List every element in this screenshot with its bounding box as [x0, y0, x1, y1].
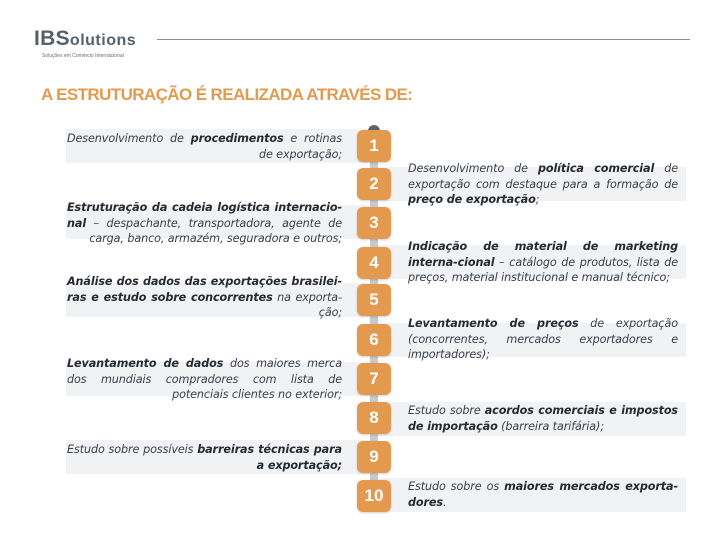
- header-divider: [157, 39, 690, 40]
- company-logo: [34, 28, 136, 59]
- logo-tagline: Soluções em Comércio Internacional: [42, 53, 124, 59]
- step-text-2: Desenvolvimento de política comercial de exportação com destaque para a formação de preço de exportação;: [408, 162, 678, 206]
- step-badge-4: 4: [357, 247, 391, 279]
- step-text-4: Indicação de material de marketing interna-cional – catálogo de produtos, lista de preços, material institucional e manual técnico;: [408, 240, 678, 284]
- step-text-5: Análise dos dados das exportações brasilei-ras e estudo sobre concorrentes na exporta-ção;: [67, 275, 342, 319]
- step-badge-2: 2: [357, 168, 391, 200]
- step-text-7: Levantamento de dados dos maiores merca dos mundiais compradores com lista de potenciais clientes no exterior;: [67, 357, 342, 401]
- step-text-8: Estudo sobre acordos comerciais e impostos de importação (barreira tarifária);: [408, 404, 678, 433]
- step-badge-1: 1: [357, 130, 391, 162]
- step-badge-8: 8: [357, 402, 391, 434]
- step-badge-7: 7: [357, 363, 391, 395]
- step-text-3: Estruturação da cadeia logística internacio-nal – despachante, transportadora, agente de carga, banco, armazém, seguradora e outros;: [67, 201, 342, 245]
- step-badge-9: 9: [357, 441, 391, 473]
- logo-wordmark: IBSolutions: [34, 27, 137, 50]
- step-text-6: Levantamento de preços de exportação (concorrentes, mercados exportadores e importadores);: [408, 317, 678, 361]
- step-badge-10: 10: [357, 480, 391, 512]
- step-badge-5: 5: [357, 284, 391, 316]
- step-badge-3: 3: [357, 207, 391, 239]
- step-text-10: Estudo sobre os maiores mercados exporta-dores.: [408, 480, 678, 509]
- step-text-1: Desenvolvimento de procedimentos e rotinas de exportação;: [67, 132, 342, 161]
- page-title: A ESTRUTURAÇÃO É REALIZADA ATRAVÉS DE:: [41, 85, 413, 104]
- step-badge-6: 6: [357, 324, 391, 356]
- step-text-9: Estudo sobre possíveis barreiras técnicas para a exportação;: [67, 443, 342, 472]
